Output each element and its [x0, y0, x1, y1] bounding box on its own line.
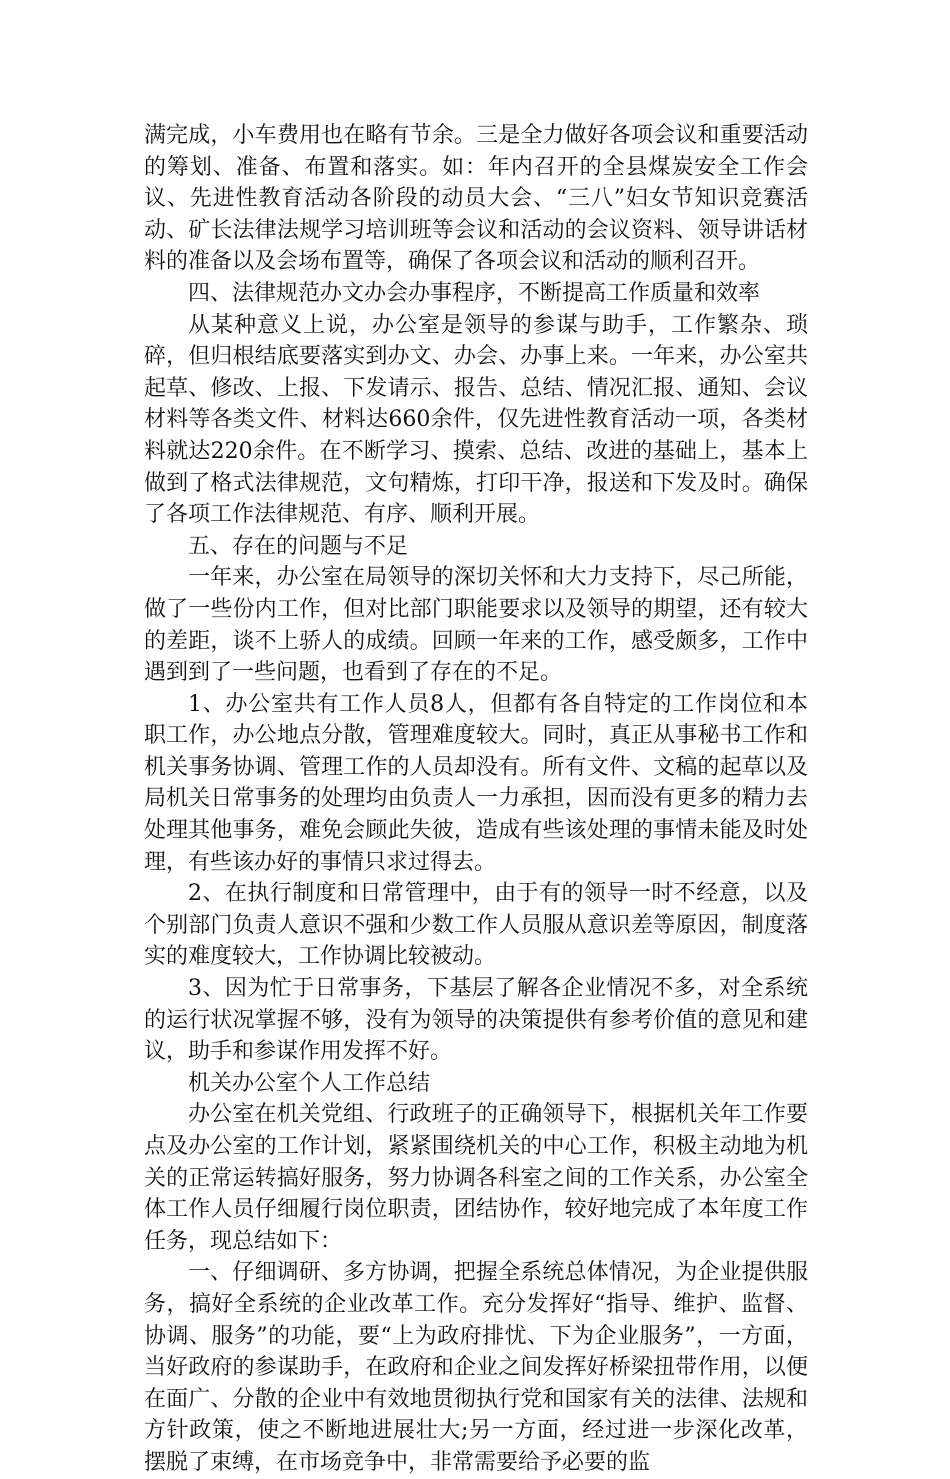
list-item-2: 2、在执行制度和日常管理中，由于有的领导一时不经意，以及个别部门负责人意识不强和少数工作人员服从意识差等原因，制度落实的难度较大，工作协调比较被动。: [144, 881, 808, 970]
paragraph-4: 办公室在机关党组、行政班子的正确领导下，根据机关年工作要点及办公室的工作计划，紧紧围绕机关的中心工作，积极主动地为机关的正常运转搞好服务，努力协调各科室之间的工作关系，办公室全体工作人员仔细履行岗位职责，团结协作，较好地完成了本年度工作任务，现总结如下：: [144, 1102, 808, 1254]
document-page: [144, 120, 808, 1479]
paragraph-2: 从某种意义上说，办公室是领导的参谋与助手，工作繁杂、琐碎，但归根结底要落实到办文、办会、办事上来。一年来，办公室共起草、修改、上报、下发请示、报告、总结、情况汇报、通知、会议材料等各类文件、材料达660余件，仅先进性教育活动一项，各类材料就达220余件。在不断学习、摸索、总结、改进的基础上，基本上做到了格式法律规范，文句精炼，打印干净，报送和下发及时。确保了各项工作法律规范、有序、顺利开展。: [144, 312, 808, 528]
paragraph-1: 满完成，小车费用也在略有节余。三是全力做好各项会议和重要活动的筹划、准备、布置和落实。如：年内召开的全县煤炭安全工作会议、先进性教育活动各阶段的动员大会、“三八”妇女节知识竞赛活动、矿长法律法规学习培训班等会议和活动的会议资料、领导讲话材料的准备以及会场布置等，确保了各项会议和活动的顺利召开。: [144, 123, 808, 275]
list-item-3: 3、因为忙于日常事务，下基层了解各企业情况不多，对全系统的运行状况掌握不够，没有为领导的决策提供有参考价值的意见和建议，助手和参谋作用发挥不好。: [144, 976, 808, 1065]
list-item-1: 1、办公室共有工作人员8人，但都有各自特定的工作岗位和本职工作，办公地点分散，管理难度较大。同时，真正从事秘书工作和机关事务协调、管理工作的人员却没有。所有文件、文稿的起草以及局机关日常事务的处理均由负责人一力承担，因而没有更多的精力去处理其他事务，难免会顾此失彼，造成有些该处理的事情未能及时处理，有些该办好的事情只求过得去。: [144, 691, 808, 875]
document-title: 机关办公室个人工作总结: [188, 1070, 431, 1096]
paragraph-5: 一、仔细调研、多方协调，把握全系统总体情况，为企业提供服务，搞好全系统的企业改革工作。充分发挥好“指导、维护、监督、协调、服务”的功能，要“上为政府排忧、下为企业服务”，一方面，当好政府的参谋助手，在政府和企业之间发挥好桥梁扭带作用，以便在面广、分散的企业中有效地贯彻执行党和国家有关的法律、法规和方针政策，使之不断地进展壮大;另一方面，经过进一步深化改革，摆脱了束缚，在市场竞争中，非常需要给予必要的监: [144, 1260, 808, 1475]
section-heading-4: 四、法律规范办文办会办事程序，不断提高工作质量和效率: [188, 280, 761, 306]
section-heading-5: 五、存在的问题与不足: [188, 533, 409, 559]
paragraph-3: 一年来，办公室在局领导的深切关怀和大力支持下，尽己所能，做了一些份内工作，但对比部门职能要求以及领导的期望，还有较大的差距，谈不上骄人的成绩。回顾一年来的工作，感受颇多，工作中遇到到了一些问题，也看到了存在的不足。: [144, 565, 808, 686]
